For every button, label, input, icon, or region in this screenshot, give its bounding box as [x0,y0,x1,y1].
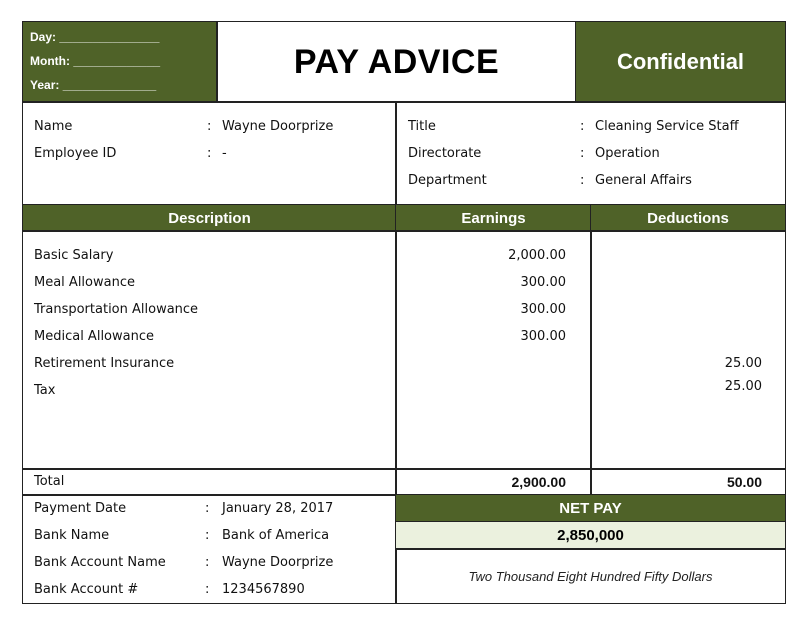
directorate-label: Directorate [408,146,482,161]
title-colon: : [580,119,585,134]
row-earnings-transportation-allowance: 300.00 [520,302,566,317]
row-description-basic-salary: Basic Salary [34,248,114,263]
department-label: Department [408,173,487,188]
bank-account-number-label: Bank Account # [34,582,139,597]
earnings-header [395,204,592,232]
department-colon: : [580,173,585,188]
description-column [22,230,397,470]
bank-name-value: Bank of America [222,528,330,543]
month-field: Month: _____________ [30,54,161,68]
row-description-meal-allowance: Meal Allowance [34,275,135,290]
description-header [22,204,397,232]
row-description-tax: Tax [34,383,56,398]
row-description-transportation-allowance: Transportation Allowance [34,302,199,317]
deductions-header [590,204,786,232]
directorate-colon: : [580,146,585,161]
total-row-left [22,468,397,496]
earnings-header-label: Earnings [461,209,526,227]
net-pay-header [395,494,786,523]
net-pay-amount-box [395,521,786,550]
payment-date-colon: : [205,501,210,516]
bank-name-label: Bank Name [34,528,110,543]
confidential-block [575,21,786,103]
bank-account-number-colon: : [205,582,210,597]
name-label: Name [34,119,73,134]
title-label: Title [408,119,436,134]
employee-id-label: Employee ID [34,146,117,161]
name-colon: : [207,119,212,134]
row-earnings-medical-allowance: 300.00 [520,329,566,344]
title-block [216,21,577,103]
net-pay-in-words: Two Thousand Eight Hundred Fifty Dollars [468,568,713,584]
row-earnings-basic-salary: 2,000.00 [508,248,566,263]
row-deductions-tax: 25.00 [724,379,762,394]
page-title: PAY ADVICE [293,42,500,81]
deductions-header-label: Deductions [647,209,729,227]
total-earnings: 2,900.00 [511,474,566,490]
description-header-label: Description [168,209,251,227]
net-pay-amount: 2,850,000 [557,527,624,544]
name-value: Wayne Doorprize [222,119,334,134]
year-field: Year: ______________ [30,78,157,92]
bank-account-name-colon: : [205,555,210,570]
payment-date-label: Payment Date [34,501,127,516]
row-description-retirement-insurance: Retirement Insurance [34,356,175,371]
bank-account-number-value: 1234567890 [222,582,305,597]
bank-account-name-value: Wayne Doorprize [222,555,334,570]
confidential-label: Confidential [616,49,745,74]
total-label: Total [34,474,65,489]
employee-id-value: - [222,146,227,161]
row-earnings-meal-allowance: 300.00 [520,275,566,290]
employee-id-colon: : [207,146,212,161]
earnings-column [395,230,592,470]
bank-account-name-label: Bank Account Name [34,555,166,570]
bank-name-colon: : [205,528,210,543]
net-pay-label: NET PAY [559,500,622,517]
total-deductions: 50.00 [726,474,762,490]
day-field: Day: _______________ [30,30,160,44]
payment-date-value: January 28, 2017 [222,501,334,516]
net-pay-words-box [395,548,786,604]
deductions-column [590,230,786,470]
row-deductions-retirement-insurance: 25.00 [724,356,762,371]
row-description-medical-allowance: Medical Allowance [34,329,154,344]
date-block [22,21,218,103]
title-value: Cleaning Service Staff [595,119,739,134]
directorate-value: Operation [595,146,660,161]
department-value: General Affairs [595,173,692,188]
